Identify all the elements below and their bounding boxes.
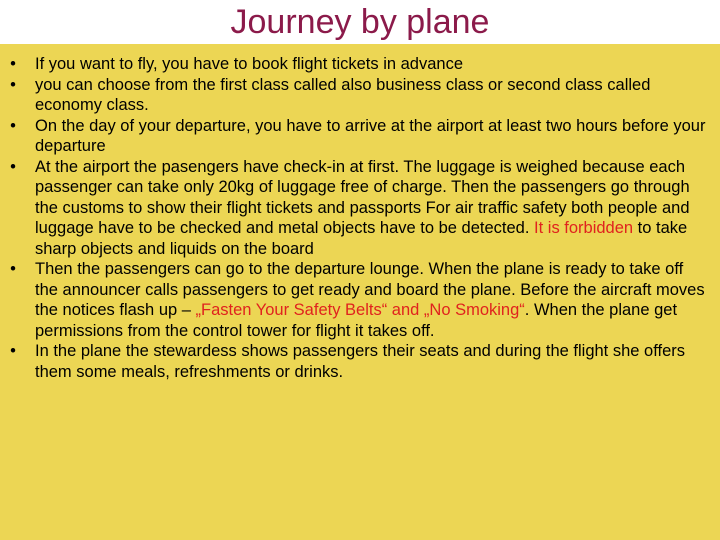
- bullet-item: [0, 54, 710, 75]
- bullet-text: [35, 260, 705, 340]
- slide-title: Journey by plane: [230, 3, 490, 41]
- bullet-item: [0, 259, 710, 341]
- bullet-text: you can choose from the first class called also business class or second class called economy class.: [35, 75, 651, 114]
- bullet-text: In the plane the stewardess shows passengers their seats and during the flight she offers them some meals, refreshments or drinks.: [35, 342, 686, 381]
- bullet-icon: •: [10, 342, 16, 360]
- bullet-text-after: to take sharp objects and liquids on the board: [35, 219, 688, 258]
- bullet-icon: •: [10, 260, 16, 278]
- highlighted-text: It is forbidden: [534, 219, 634, 237]
- bullet-item: [0, 341, 710, 382]
- slide-body: [0, 44, 720, 540]
- bullet-icon: •: [10, 116, 16, 135]
- bullet-item: [0, 75, 710, 116]
- bullet-text: On the day of your departure, you have to arrive at the airport at least two hours before your departure: [35, 116, 706, 155]
- bullet-item: [0, 116, 710, 157]
- bullet-icon: •: [10, 75, 16, 94]
- bullet-icon: •: [10, 157, 16, 176]
- bullet-text-after: . When the plane get permissions from the control tower for flight it takes off.: [35, 301, 678, 340]
- bullet-icon: •: [10, 55, 16, 73]
- bullet-text-before: Then the passengers can go to the departure lounge. When the plane is ready to take off the announcer calls passengers to get ready and board the plane. Before the aircraft moves the notices flash up –: [35, 260, 705, 319]
- bullet-text: [35, 158, 690, 258]
- bullet-list: [0, 44, 720, 382]
- highlighted-text: „Fasten Your Safety Belts“ and „No Smoking“: [195, 301, 525, 319]
- title-bar: [0, 0, 720, 44]
- bullet-item: [0, 157, 710, 260]
- bullet-text-before: At the airport the pasengers have check-in at first. The luggage is weighed because each passenger can take only 20kg of luggage free of charge. Then the passengers go through the customs to show their flight tickets and passports For air traffic safety both people and luggage have to be checked and metal objects have to be detected.: [35, 157, 690, 237]
- bullet-text: If you want to fly, you have to book flight tickets in advance: [35, 55, 464, 73]
